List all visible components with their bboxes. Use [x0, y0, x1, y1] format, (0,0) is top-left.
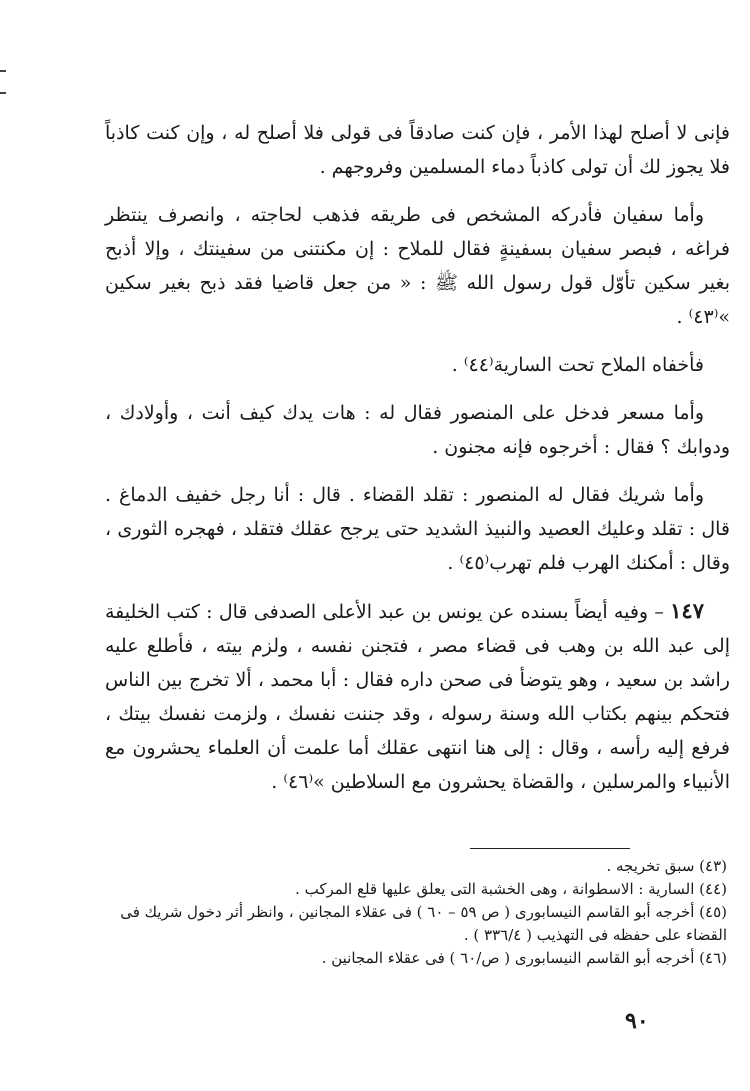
- numbered-section: [105, 594, 730, 799]
- footnotes: [105, 855, 727, 970]
- paragraph: فإنى لا أصلح لهذا الأمر ، فإن كنت صادقاً فى قولى فلا أصلح له ، وإن كنت كاذباً فلا يجوز لك أن تولى كاذباً دماء المسلمين وفروجهم .: [105, 122, 730, 178]
- footnote: (٤٣) سبق تخريجه .: [606, 857, 727, 875]
- footnote: (٤٤) السارية : الاسطوانة ، وهى الخشبة التى يعلق عليها قلع المركب .: [295, 880, 727, 898]
- scan-edge-mark: [0, 70, 6, 72]
- section-dash: –: [654, 601, 664, 623]
- section-text: وفيه أيضاً بسنده عن يونس بن عبد الأعلى الصدفى قال : كتب الخليفة إلى عبد الله بن وهب فى قضاء مصر ، فتجنن نفسه ، ولزم بيته ، فأطلع عليه راشد بن سعيد ، وهو يتوضأ فى صحن داره فقال : أبا محمد ، ألا تخرج بين الناس فتحكم بينهم بكتاب الله وسنة رسوله ، وقد جننت نفسك ، ولزمت نفسك بيتك ، فرفع إليه رأسه ، وقال : إلى هنا انتهى عقلك أما علمت أن العلماء يحشرون مع الأنبياء والمرسلين ، والقضاة يحشرون مع السلاطين »⁽٤٦⁾ .: [105, 601, 730, 793]
- paragraph: فأخفاه الملاح تحت السارية⁽٤٤⁾ .: [451, 354, 704, 376]
- footnote: (٤٥) أخرجه أبو القاسم النيسابورى ( ص ٥٩ – ٦٠ ) فى عقلاء المجانين ، وانظر أثر دخول شريك فى القضاء على حفظه فى التهذيب ( ٣٣٦/٤ ) .: [120, 903, 727, 944]
- paragraph: وأما مسعر فدخل على المنصور فقال له : هات يدك كيف أنت ، وأولادك ، ودوابك ؟ فقال : أخرجوه فإنه مجنون .: [105, 402, 730, 458]
- section-number: ١٤٧: [670, 598, 704, 623]
- footnote: (٤٦) أخرجه أبو القاسم النيسابورى ( ص/٦٠ ) فى عقلاء المجانين .: [321, 949, 727, 967]
- page-number: ٩٠: [625, 1008, 649, 1034]
- main-text: [105, 116, 730, 813]
- paragraph: وأما سفيان فأدركه المشخص فى طريقه فذهب لحاجته ، وانصرف ينتظر فراغه ، فبصر سفيان بسفينةٍ فقال للملاح : إن مكنتنى من سفينتك ، وإلا أذبح بغير سكين تأوّل قول رسول الله ﷺ : « من جعل قاضيا فقد ذبح بغير سكين »⁽٤٣⁾ .: [105, 204, 730, 328]
- footnote-divider: [470, 848, 630, 849]
- paragraph: وأما شريك فقال له المنصور : تقلد القضاء . قال : أنا رجل خفيف الدماغ . قال : تقلد وعليك العصيد والنبيذ الشديد حتى يرجح عقلك فتقلد ، فهجره الثورى ، وقال : أمكنك الهرب فلم تهرب⁽٤٥⁾ .: [105, 484, 730, 574]
- scan-edge-mark: [0, 92, 6, 94]
